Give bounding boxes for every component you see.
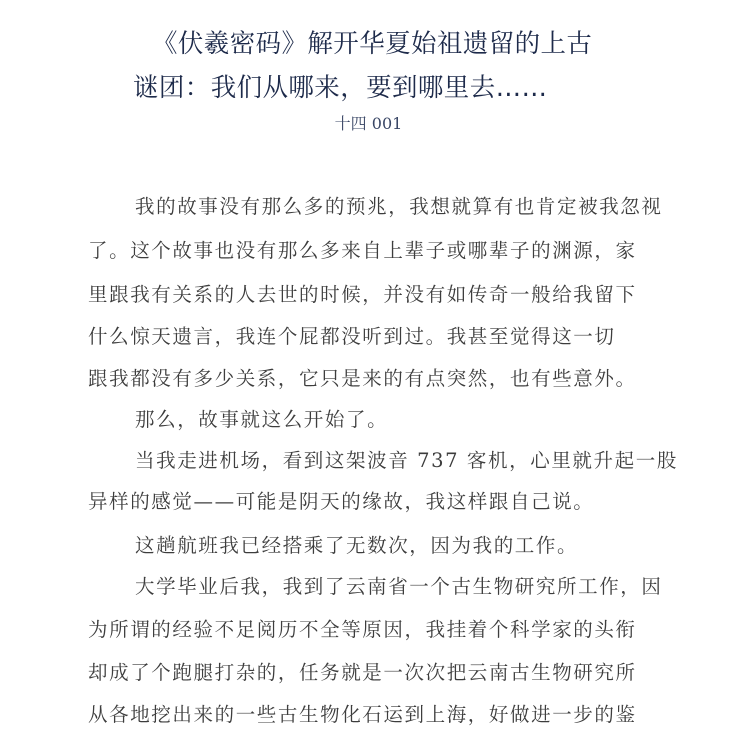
body-line: 了。这个故事也没有那么多来自上辈子或哪辈子的渊源，家 xyxy=(88,239,637,262)
body-line: 却成了个跑腿打杂的，任务就是一次次把云南古生物研究所 xyxy=(88,661,637,684)
chapter-heading: 十四 001 xyxy=(334,114,403,133)
article-title-line-1: 《伏羲密码》解开华夏始祖遗留的上古 xyxy=(152,29,593,59)
article-title-line-2: 谜团：我们从哪来，要到哪里去…… xyxy=(133,73,548,103)
body-line: 里跟我有关系的人去世的时候，并没有如传奇一般给我留下 xyxy=(88,283,637,306)
body-line: 这趟航班我已经搭乘了无数次，因为我的工作。 xyxy=(135,534,579,557)
body-line: 我的故事没有那么多的预兆，我想就算有也肯定被我忽视 xyxy=(135,195,663,218)
body-line: 异样的感觉——可能是阴天的缘故，我这样跟自己说。 xyxy=(88,490,595,513)
body-line: 跟我都没有多少关系，它只是来的有点突然，也有些意外。 xyxy=(88,367,637,390)
body-line: 从各地挖出来的一些古生物化石运到上海，好做进一步的鉴 xyxy=(88,703,637,726)
body-line: 当我走进机场，看到这架波音 737 客机，心里就升起一股 xyxy=(135,449,678,472)
body-line: 为所谓的经验不足阅历不全等原因，我挂着个科学家的头衔 xyxy=(88,618,637,641)
body-line: 什么惊天遗言，我连个屁都没听到过。我甚至觉得这一切 xyxy=(88,325,616,348)
body-line: 大学毕业后我，我到了云南省一个古生物研究所工作，因 xyxy=(135,575,663,598)
body-line: 那么，故事就这么开始了。 xyxy=(135,408,389,431)
